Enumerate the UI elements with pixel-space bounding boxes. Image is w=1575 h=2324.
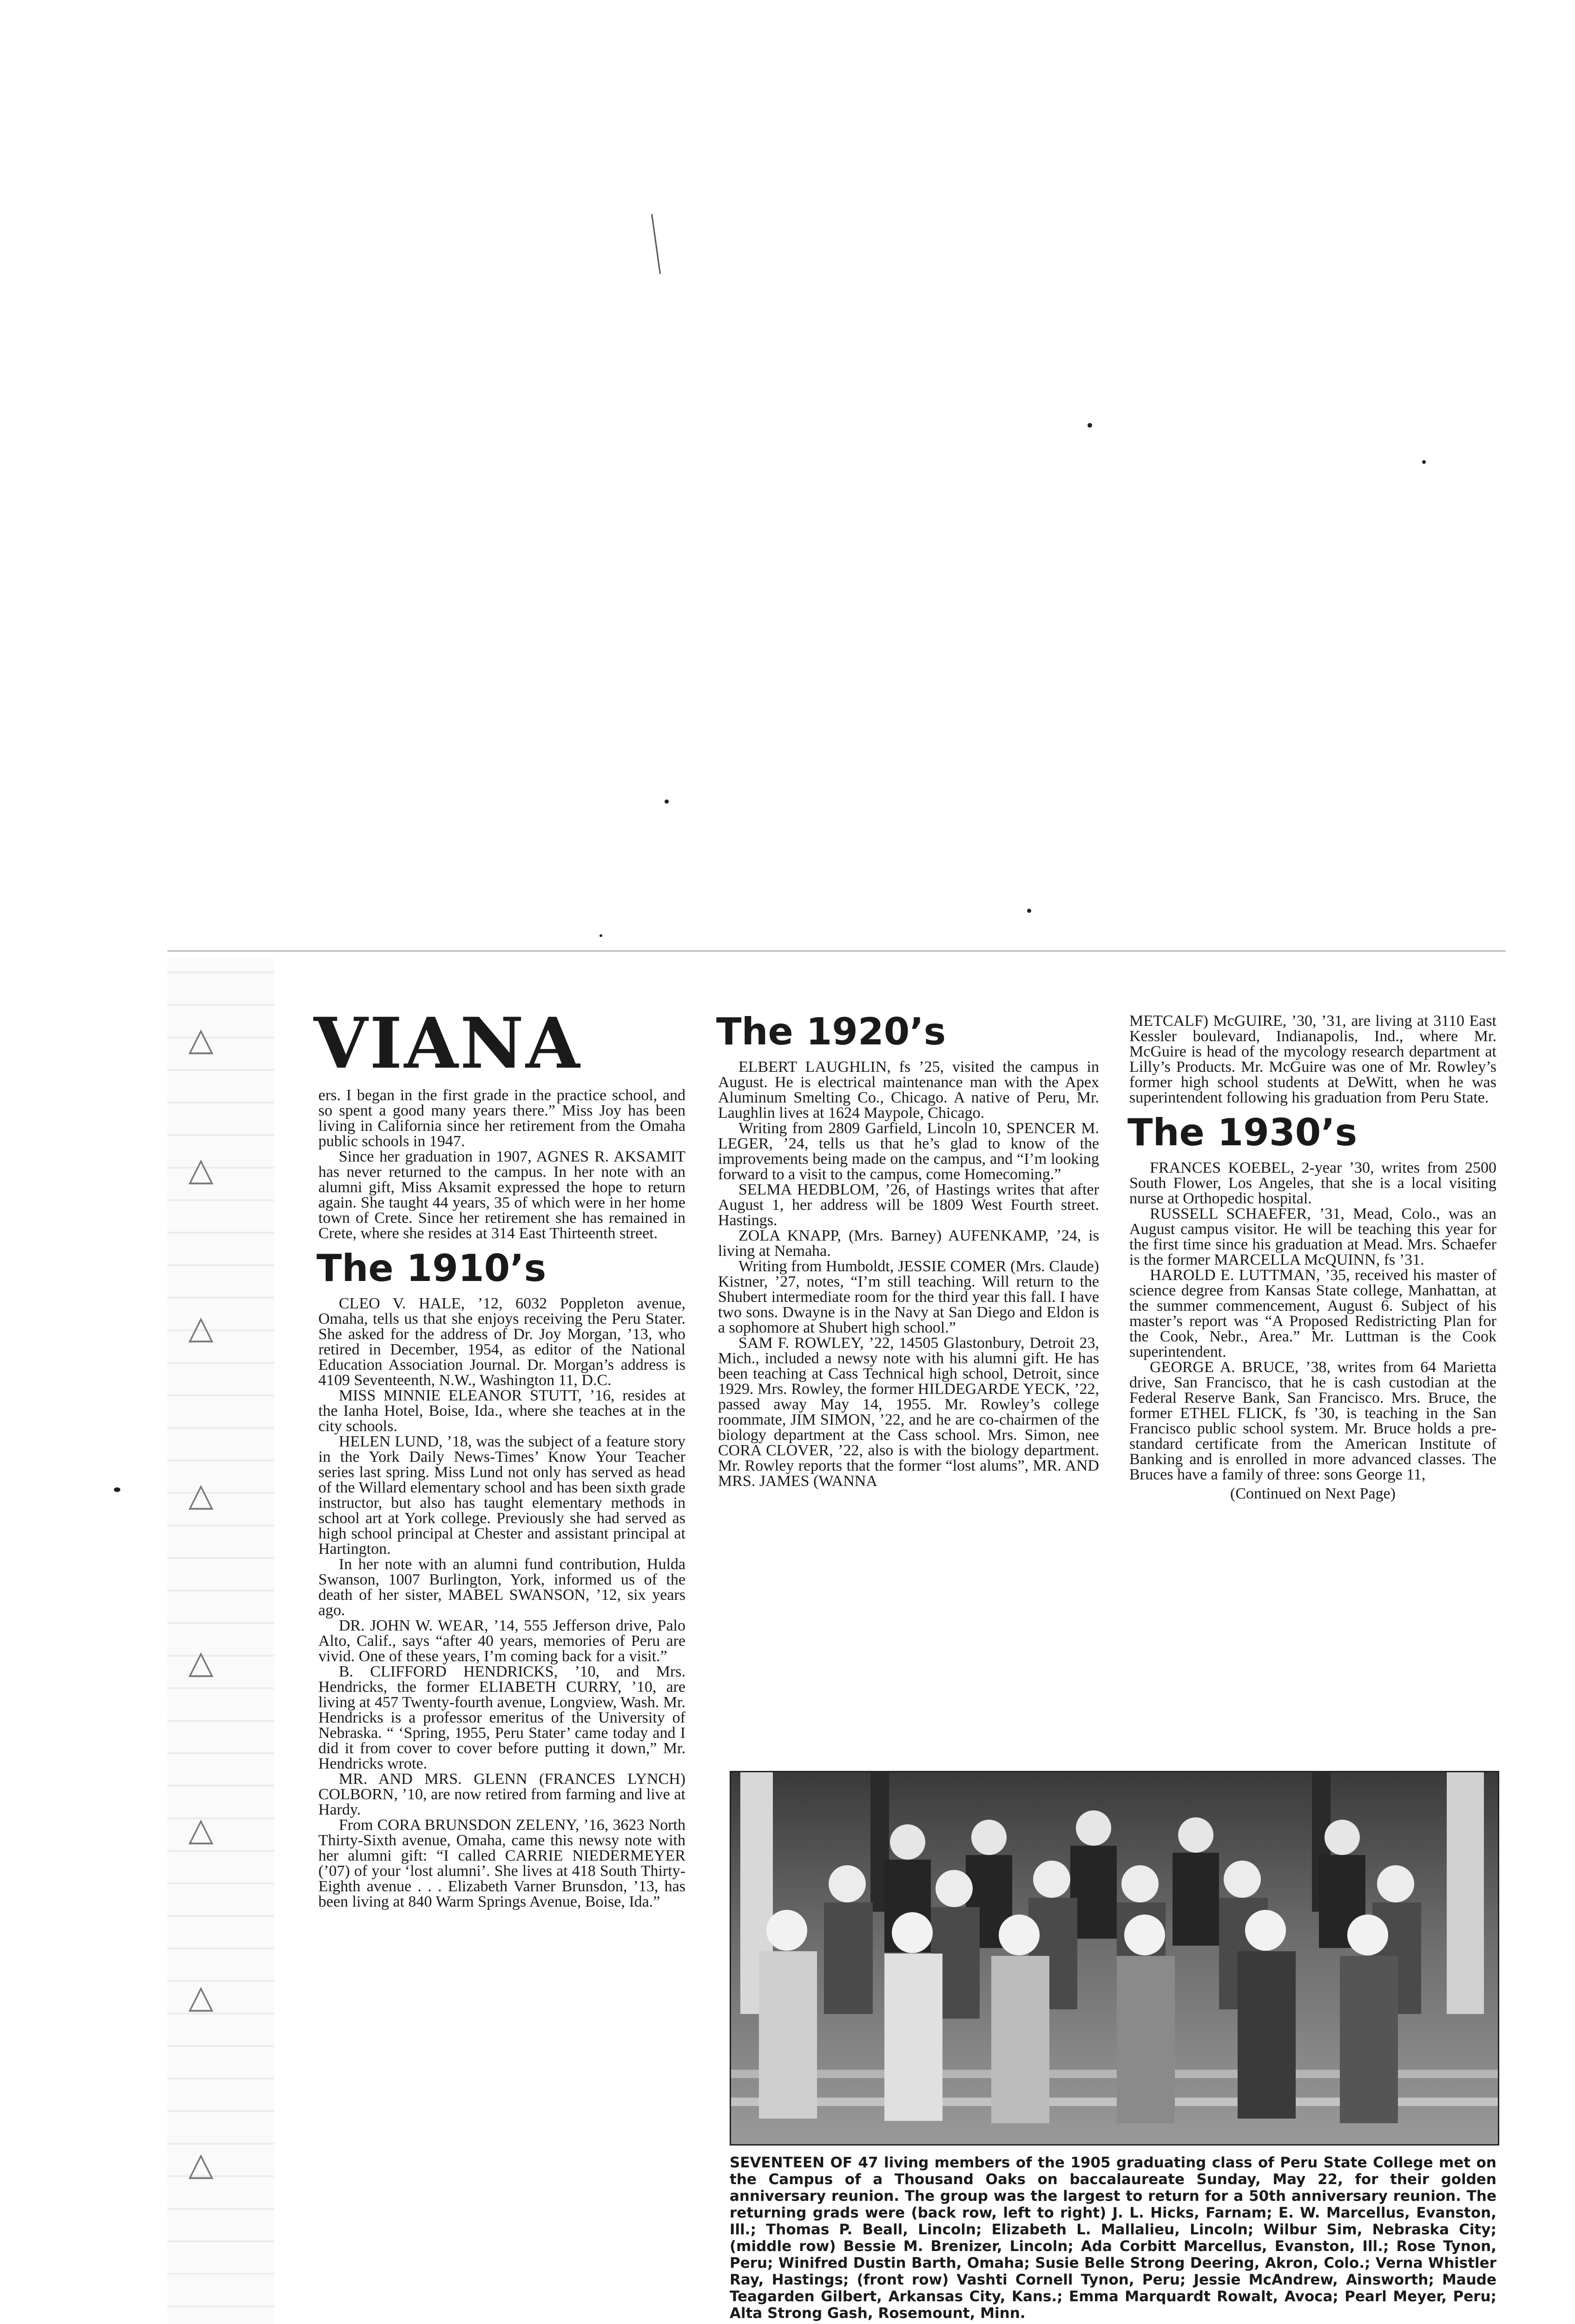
column-3 [1129, 1013, 1496, 1501]
continued-note: (Continued on Next Page) [1230, 1485, 1396, 1502]
photo-caption: SEVENTEEN OF 47 living members of the 1905 graduating class of Peru State College met on the Campus of a Thousand Oaks on baccalaureate Sunday, May 22, for their golden anniversary reunion. The group was the largest to return for a 50th anniversary reunion. The returning grads were (back row, left to right) J. L. Hicks, Farnam; E. W. Marcellus, Evanston, Ill.; Thomas P. Beall, Lincoln; Elizabeth L. Mallalieu, Lincoln; Wilbur Sim, Nebraska City; (middle row) Bessie M. Brenizer, Lincoln; Ada Corbitt Marcellus, Evanston, Ill.; Rose Tynon, Peru; Winifred Dustin Barth, Omaha; Susie Belle Strong Deering, Akron, Colo.; Verna Whistler Ray, Hastings; (front row) Vashti Cornell Tynon, Peru; Jessie McAndrew, Ainsworth; Maude Teagarden Gilbert, Arkansas City, Kans.; Emma Marquardt Rowalt, Avoca; Pearl Meyer, Peru; Alta Strong Gash, Rosemount, Minn. [730, 2154, 1496, 2322]
masthead: VIANA [314, 1003, 582, 1084]
article-paragraph: From CORA BRUNSDON ZELENY, ’16, 3623 North Thirty-Sixth avenue, Omaha, came this newsy note with her alumni gift: “I called CARRIE NIEDERMEYER (’07) of your ‘lost alumni’. She lives at 418 South Thirty-Eighth avenue . . . Elizabeth Varner Brunsdon, ’13, has been living at 840 Warm Springs Avenue, Boise, Ida.” [318, 1816, 685, 1910]
column-2 [718, 1011, 1099, 1489]
reunion-photo [730, 1771, 1499, 2146]
reunion-photo-image [731, 1772, 1498, 2144]
article-paragraph: ers. I began in the first grade in the practice school, and so spent a good many years there.” Miss Joy has been living in California since her retirement from the Omaha public schools in 1947. [318, 1087, 685, 1150]
scan-speck [1027, 909, 1031, 913]
section-heading-1910s: The 1910’s [316, 1247, 547, 1290]
article-paragraph: SAM F. ROWLEY, ’22, 14505 Glastonbury, Detroit 23, Mich., included a newsy note with his alumni gift. He has been teaching at Cass Technical high school, Detroit, since 1929. Mrs. Rowley, the former HILDEGARDE YECK, ’22, passed away May 14, 1955. Mr. Rowley’s college roommate, JIM SIMON, ’22, and he are co-chairmen of the biology department at the Cass school. Mrs. Simon, nee CORA CLOVER, ’22, also is with the biology department. Mr. Rowley reports that the former “lost alums”, MR. AND MRS. JAMES (WANNA [718, 1334, 1099, 1490]
article-paragraph: HELEN LUND, ’18, was the subject of a feature story in the York Daily News-Times’ Know Your Teacher series last spring. Miss Lund not only has served as head of the Willard elementary school and has been sixth grade instructor, but also has taught elementary methods in school art at York college. Previously she had served as high school principal at Chester and assistant principal at Hartington. [318, 1433, 685, 1558]
article-paragraph: SELMA HEDBLOM, ’26, of Hastings writes that after August 1, her address will be 1809 West Fourth street. Hastings. [718, 1181, 1099, 1229]
article-paragraph: MR. AND MRS. GLENN (FRANCES LYNCH) COLBORN, ’10, are now retired from farming and live at Hardy. [318, 1770, 685, 1818]
article-paragraph: Writing from 2809 Garfield, Lincoln 10, SPENCER M. LEGER, ’24, tells us that he’s glad to know of the improvements being made on the campus, and “I’m looking forward to a visit to the campus, come Homecoming.” [718, 1120, 1099, 1183]
article-paragraph: MISS MINNIE ELEANOR STUTT, ’16, resides at the Ianha Hotel, Boise, Ida., where she teaches at in the city schools. [318, 1387, 685, 1435]
binding-strip: ▷ ▷ ▷ ▷ ▷ ▷ ▷ ▷ [167, 957, 274, 2324]
scan-speck [1087, 423, 1092, 428]
article-paragraph: CLEO V. HALE, ’12, 6032 Poppleton avenue, Omaha, tells us that she enjoys receiving the Peru Stater. She asked for the address of Dr. Joy Morgan, ’13, who retired in December, 1954, as editor of the National Education Association Journal. Dr. Morgan’s address is 4109 Seventeenth, N.W., Washington 11, D.C. [318, 1295, 685, 1389]
scan-speck [665, 799, 669, 804]
article-paragraph: HAROLD E. LUTTMAN, ’35, received his master of science degree from Kansas State college, Manhattan, at the summer commencement, August 6. Subject of his master’s report was “A Proposed Redistricting Plan for the Cook, Nebr., Area.” Mr. Luttman is the Cook superintendent. [1129, 1267, 1496, 1360]
article-paragraph: RUSSELL SCHAEFER, ’31, Mead, Colo., was an August campus visitor. He will be teaching this year for the first time since his graduation at Mead. Mrs. Schaefer is the former MARCELLA McQUINN, fs ’31. [1129, 1205, 1496, 1268]
article-paragraph: Since her graduation in 1907, AGNES R. AKSAMIT has never returned to the campus. In her note with an alumni gift, Miss Aksamit expressed the hope to return again. She taught 44 years, 35 of which were in her home town of Crete. Since her retirement she has remained in Crete, where she resides at 314 East Thirteenth street. [318, 1148, 685, 1242]
scan-speck [1422, 460, 1426, 464]
article-paragraph: GEORGE A. BRUCE, ’38, writes from 64 Marietta drive, San Francisco, that he is cash custodian at the Federal Reserve Bank, San Francisco. Mrs. Bruce, the former ETHEL FLICK, fs ’30, is teaching in the San Francisco public school system. Mr. Bruce holds a pre-standard certificate from the American Institute of Banking and is enrolled in more advanced classes. The Bruces have a family of three: sons George 11, [1129, 1359, 1496, 1483]
article-paragraph: Writing from Humboldt, JESSIE COMER (Mrs. Claude) Kistner, ’27, notes, “I’m still teaching. Will return to the Shubert intermediate room for the third year this fall. I have two sons. Dwayne is in the Navy at San Diego and Eldon is a sophomore at Shubert high school.” [718, 1258, 1099, 1336]
scan-scratch [651, 214, 661, 274]
article-paragraph: In her note with an alumni fund contribution, Hulda Swanson, 1007 Burlington, York, informed us of the death of her sister, MABEL SWANSON, ’12, six years ago. [318, 1556, 685, 1619]
article-paragraph: DR. JOHN W. WEAR, ’14, 555 Jefferson drive, Palo Alto, Calif., says “after 40 years, memories of Peru are vivid. One of these years, I’m coming back for a visit.” [318, 1617, 685, 1665]
section-heading-1930s: The 1930’s [1127, 1111, 1358, 1154]
article-paragraph: ELBERT LAUGHLIN, fs ’25, visited the campus in August. He is electrical maintenance man with the Apex Aluminum Smelting Co., Chicago. A native of Peru, Mr. Laughlin lives at 1624 Maypole, Chicago. [718, 1058, 1099, 1122]
article-paragraph: METCALF) McGUIRE, ’30, ’31, are living at 3110 East Kessler boulevard, Indianapolis, Ind., where Mr. McGuire is head of the mycology research department at Lilly’s Products. Mr. McGuire was one of Mr. Rowley’s former high school students at DeWitt, when he was superintendent following his graduation from Peru State. [1129, 1012, 1496, 1106]
scan-speck [114, 1487, 120, 1492]
scan-speck [600, 934, 602, 937]
section-heading-1920s: The 1920’s [716, 1010, 946, 1053]
article-paragraph: FRANCES KOEBEL, 2-year ’30, writes from 2500 South Flower, Los Angeles, that she is a local visiting nurse at Orthopedic hospital. [1129, 1159, 1496, 1207]
article-paragraph: ZOLA KNAPP, (Mrs. Barney) AUFENKAMP, ’24, is living at Nemaha. [718, 1227, 1099, 1260]
article-paragraph: B. CLIFFORD HENDRICKS, ’10, and Mrs. Hendricks, the former ELIABETH CURRY, ’10, are living at 457 Twenty-fourth avenue, Longview, Wash. Mr. Hendricks is a professor emeritus of the University of Nebraska. “ ‘Spring, 1955, Peru Stater’ came today and I did it from cover to cover before putting it down,” Mr. Hendricks wrote. [318, 1663, 685, 1772]
column-1 [318, 1088, 685, 1909]
